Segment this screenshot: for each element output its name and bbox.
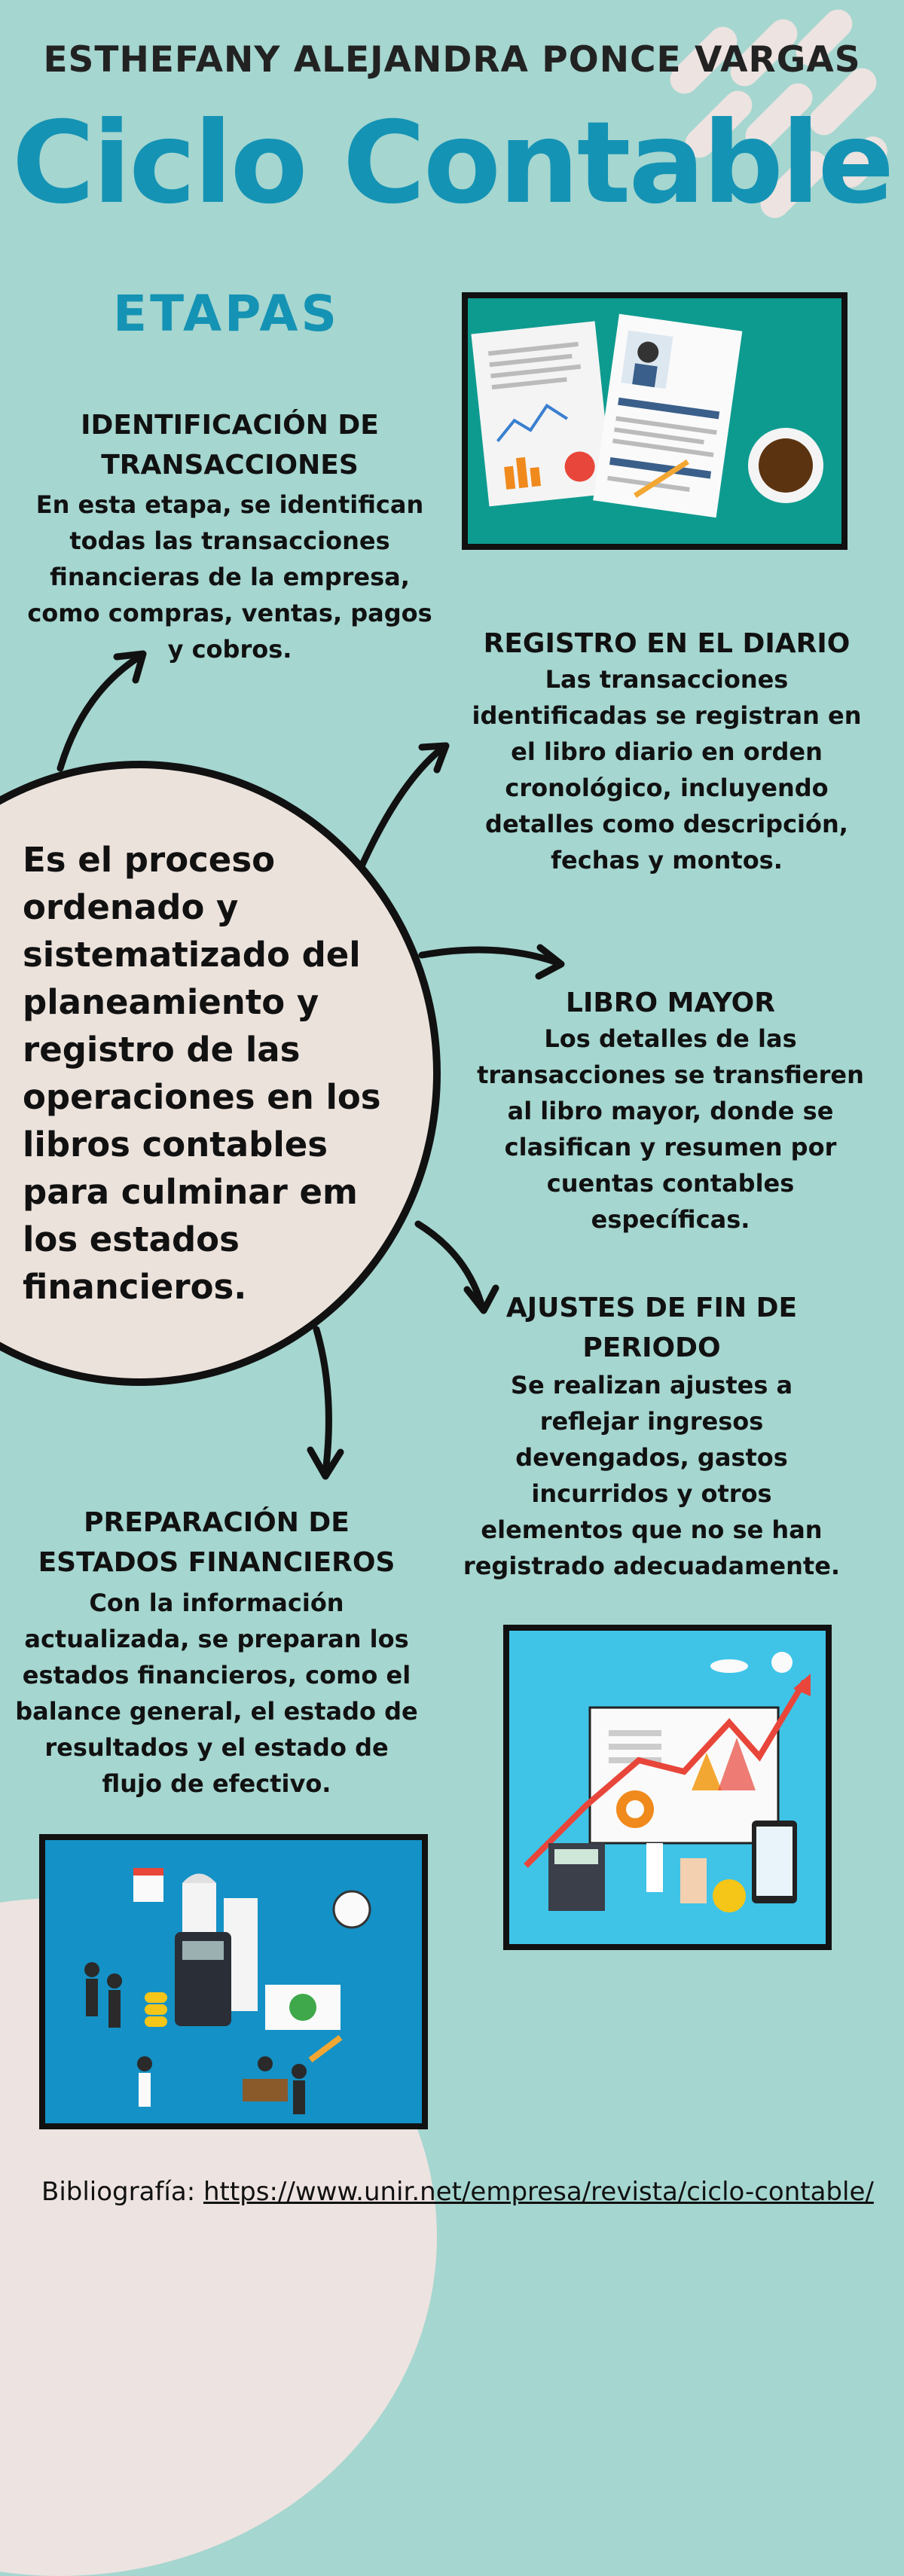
stage-4-heading: AJUSTES DE FIN DE PERIODO: [505, 1293, 798, 1363]
stage-3-heading: LIBRO MAYOR: [566, 987, 775, 1018]
stage-5-heading: PREPARACIÓN DE ESTADOS FINANCIEROS: [38, 1507, 396, 1578]
page-title: Ciclo Contable: [11, 98, 893, 229]
bibliography-label: Bibliografía:: [41, 2177, 196, 2207]
stage-1-body: En esta etapa, se identifican todas las transacciones financieras de la empresa, como compras, ventas, pagos y cobros.: [27, 490, 432, 664]
business-chart-illustration: [503, 1625, 832, 1950]
bibliography-link[interactable]: https://www.unir.net/empresa/revista/ciclo-contable/: [203, 2177, 874, 2207]
section-title: ETAPAS: [113, 285, 340, 343]
stage-3-body: Los detalles de las transacciones se transfieren al libro mayor, donde se clasifican y resumen por cuentas contables específicas.: [477, 1024, 864, 1234]
stage-5-body: Con la información actualizada, se preparan los estados financieros, como el balance general, el estado de resultados y el estado de flujo de efectivo.: [15, 1589, 418, 1798]
bibliography: [41, 2177, 874, 2207]
stage-1-heading: IDENTIFICACIÓN DE TRANSACCIONES: [81, 410, 379, 481]
stage-2-heading: REGISTRO EN EL DIARIO: [483, 628, 851, 659]
arrow-to-registro: [362, 749, 441, 866]
arrow-to-libro-mayor: [422, 950, 557, 963]
cycle-definition: Es el proceso ordenado y sistematizado del planeamiento y registro de las operaciones en los libros contables para culminar em los estados financieros.: [23, 840, 381, 1307]
stage-2-body: Las transacciones identificadas se registran en el libro diario en orden cronológico, incluyendo detalles como descripción, fechas y montos.: [472, 665, 862, 874]
arrow-to-identificacion: [60, 657, 139, 768]
accounting-team-illustration: [39, 1834, 428, 2129]
arrow-to-preparacion: [316, 1329, 328, 1473]
stage-4-body: Se realizan ajustes a reflejar ingresos devengados, gastos incurridos y otros elementos que no se han registrado adecuadamente.: [463, 1371, 841, 1580]
author-name: ESTHEFANY ALEJANDRA PONCE VARGAS: [43, 39, 861, 81]
